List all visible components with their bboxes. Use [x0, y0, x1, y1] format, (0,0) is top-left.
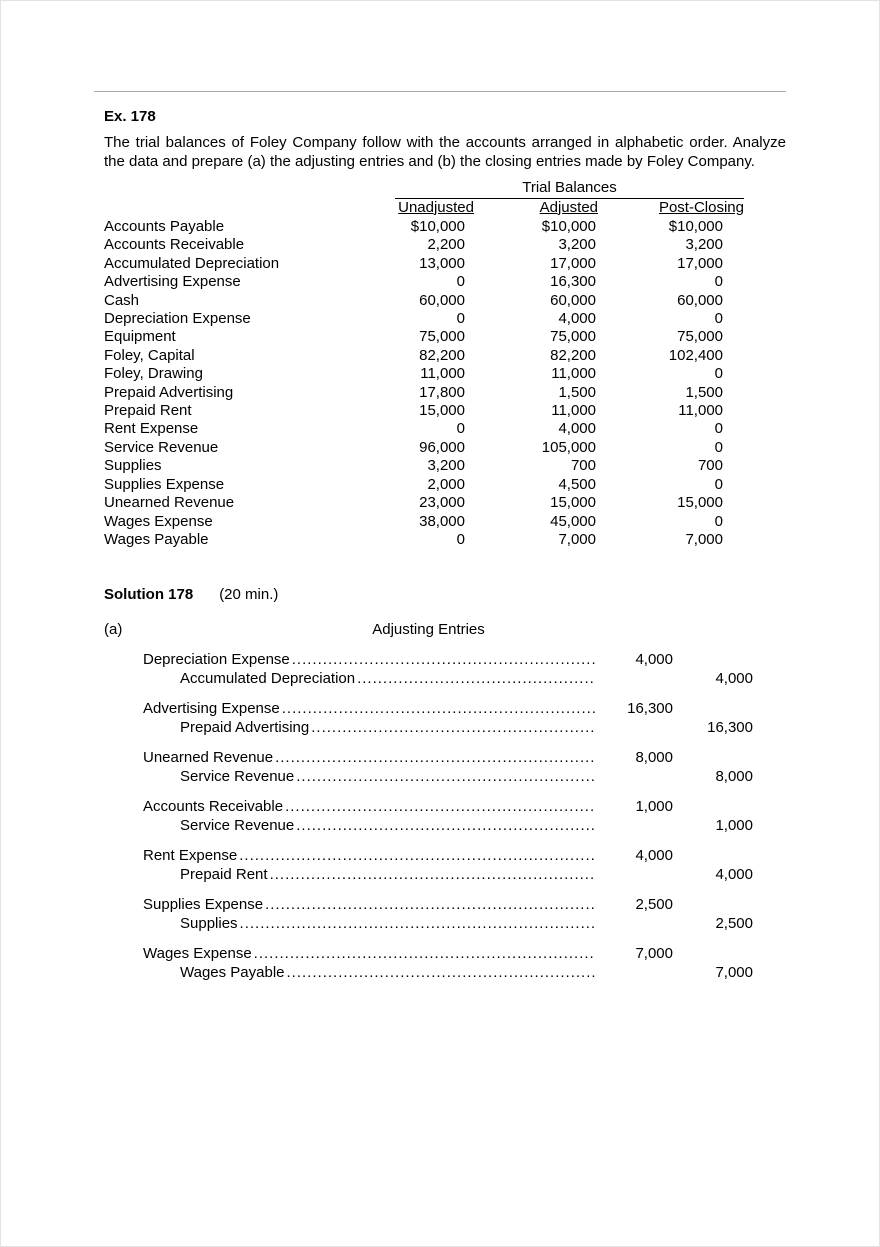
debit-amount: 2,500 — [635, 896, 673, 914]
table-row — [104, 476, 744, 494]
debit-amount: 7,000 — [635, 945, 673, 963]
journal-line-debit — [104, 895, 753, 914]
table-row — [104, 365, 744, 383]
account-name: Supplies Expense — [104, 475, 225, 493]
credit-amount: 16,300 — [707, 719, 753, 737]
dot-leader — [296, 816, 595, 835]
journal-line-debit — [104, 846, 753, 865]
credit-amount: 7,000 — [715, 964, 753, 982]
amount-post-closing: 11,000 — [678, 402, 723, 420]
journal-line-credit — [104, 865, 753, 884]
amount-adjusted: 60,000 — [550, 291, 596, 309]
dot-leader — [282, 699, 595, 718]
amount-post-closing: 700 — [697, 457, 723, 475]
part-a-row — [104, 620, 753, 639]
table-row — [104, 513, 744, 531]
amount-unadjusted: 0 — [456, 310, 465, 328]
debit-amount: 4,000 — [635, 651, 673, 669]
credit-amount: 8,000 — [715, 768, 753, 786]
amount-post-closing: 0 — [714, 310, 723, 328]
account-name: Rent Expense — [104, 420, 199, 438]
dot-leader — [254, 944, 595, 963]
dot-leader — [270, 865, 595, 884]
table-row — [104, 255, 744, 273]
amount-adjusted: 700 — [570, 457, 596, 475]
amount-unadjusted: 38,000 — [419, 512, 465, 530]
account-name: Prepaid Rent — [180, 866, 268, 884]
journal-line-debit — [104, 797, 753, 816]
amount-adjusted: $10,000 — [541, 218, 596, 235]
account-name: Prepaid Rent — [104, 402, 192, 420]
column-header-label: Adjusted — [539, 198, 598, 216]
account-name: Accumulated Depreciation — [104, 254, 280, 272]
amount-post-closing: 0 — [714, 512, 723, 530]
amount-unadjusted: 2,000 — [427, 475, 465, 493]
amount-post-closing: 0 — [714, 273, 723, 291]
journal-entry — [104, 846, 753, 884]
amount-post-closing: 0 — [714, 475, 723, 493]
account-name: Depreciation Expense — [104, 310, 251, 328]
journal-line-debit — [104, 748, 753, 767]
amount-adjusted: 1,500 — [558, 383, 596, 401]
table-row — [104, 402, 744, 420]
header-spacer-cell — [104, 198, 395, 218]
account-name: Accounts Receivable — [104, 236, 245, 254]
debit-amount: 8,000 — [635, 749, 673, 767]
debit-amount: 16,300 — [627, 700, 673, 718]
account-name: Wages Payable — [180, 964, 285, 982]
journal-entry — [104, 797, 753, 835]
table-row — [104, 347, 744, 365]
amount-unadjusted: 23,000 — [419, 494, 465, 512]
adjusting-entries-list — [104, 650, 753, 982]
journal-line-debit — [104, 650, 753, 669]
amount-adjusted: 3,200 — [558, 236, 596, 254]
amount-unadjusted: 11,000 — [420, 365, 465, 383]
account-name: Accumulated Depreciation — [180, 670, 356, 688]
table-row — [104, 384, 744, 402]
column-header-unadjusted — [395, 198, 474, 218]
amount-unadjusted: 0 — [456, 420, 465, 438]
column-header-label: Post-Closing — [658, 198, 744, 216]
account-name: Wages Expense — [104, 512, 213, 530]
journal-entry — [104, 748, 753, 786]
amount-post-closing: 1,500 — [685, 383, 723, 401]
amount-adjusted: 105,000 — [541, 438, 596, 456]
account-name: Equipment — [104, 328, 176, 346]
table-row — [104, 420, 744, 438]
exercise-intro: The trial balances of Foley Company follow with the accounts arranged in alphabetic order. Analyze the data and prepare (a) the adjusting entries and (b) the closing entries made by Foley Company. — [104, 134, 786, 170]
journal-entry — [104, 944, 753, 982]
account-name: Depreciation Expense — [143, 651, 290, 669]
account-name: Prepaid Advertising — [180, 719, 310, 737]
account-name: Prepaid Advertising — [104, 383, 234, 401]
dot-leader — [357, 669, 595, 688]
journal-entry — [104, 699, 753, 737]
journal-line-debit — [104, 699, 753, 718]
dot-leader — [296, 767, 595, 786]
account-name: Supplies Expense — [143, 896, 264, 914]
journal-line-credit — [104, 963, 753, 982]
account-name: Rent Expense — [143, 847, 238, 865]
adjusting-entries-title: Adjusting Entries — [372, 621, 485, 639]
amount-post-closing: 17,000 — [677, 254, 723, 272]
amount-unadjusted: 96,000 — [419, 438, 465, 456]
account-name: Unearned Revenue — [104, 494, 235, 512]
table-row — [104, 494, 744, 512]
account-name: Cash — [104, 291, 140, 309]
amount-unadjusted: 82,200 — [419, 346, 465, 364]
journal-entry — [104, 895, 753, 933]
column-header-label: Unadjusted — [398, 198, 474, 216]
part-label: (a) — [104, 621, 123, 639]
amount-post-closing: 3,200 — [685, 236, 723, 254]
journal-entry — [104, 650, 753, 688]
table-row — [104, 292, 744, 310]
dot-leader — [287, 963, 595, 982]
amount-adjusted: 4,000 — [558, 310, 596, 328]
credit-amount: 4,000 — [715, 866, 753, 884]
dot-leader — [240, 914, 595, 933]
credit-amount: 1,000 — [715, 817, 753, 835]
amount-unadjusted: 75,000 — [419, 328, 465, 346]
dot-leader — [275, 748, 595, 767]
amount-post-closing: 0 — [714, 420, 723, 438]
amount-adjusted: 7,000 — [558, 530, 596, 548]
trial-balance-header-row — [104, 198, 744, 218]
column-header-post-closing — [598, 198, 744, 218]
account-name: Advertising Expense — [143, 700, 280, 718]
table-row — [104, 218, 744, 236]
account-name: Accounts Receivable — [143, 798, 284, 816]
debit-amount: 4,000 — [635, 847, 673, 865]
title-spacer-cell — [104, 179, 395, 198]
account-name: Wages Payable — [104, 530, 209, 548]
amount-unadjusted: 15,000 — [419, 402, 465, 420]
solution-label: Solution 178 — [104, 586, 194, 604]
amount-post-closing: 102,400 — [668, 346, 723, 364]
credit-amount: 2,500 — [715, 915, 753, 933]
account-name: Service Revenue — [104, 438, 219, 456]
account-name: Service Revenue — [180, 817, 295, 835]
amount-adjusted: 11,000 — [551, 365, 596, 383]
account-name: Supplies — [180, 915, 238, 933]
journal-line-credit — [104, 669, 753, 688]
trial-balance-title-row — [104, 179, 744, 198]
journal-line-credit — [104, 767, 753, 786]
table-row — [104, 310, 744, 328]
dot-leader — [265, 895, 595, 914]
amount-adjusted: 45,000 — [550, 512, 596, 530]
amount-adjusted: 16,300 — [550, 273, 596, 291]
amount-unadjusted: 0 — [456, 273, 465, 291]
amount-adjusted: 11,000 — [551, 402, 596, 420]
amount-post-closing: 60,000 — [677, 291, 723, 309]
table-row — [104, 328, 744, 346]
table-row — [104, 439, 744, 457]
account-name: Service Revenue — [180, 768, 295, 786]
trial-balance-body — [104, 218, 744, 549]
journal-line-debit — [104, 944, 753, 963]
amount-adjusted: 4,000 — [558, 420, 596, 438]
dot-leader — [292, 650, 595, 669]
amount-unadjusted: 60,000 — [419, 291, 465, 309]
solution-duration: (20 min.) — [219, 586, 279, 604]
account-name: Foley, Capital — [104, 346, 195, 364]
table-row — [104, 236, 744, 254]
amount-unadjusted: $10,000 — [410, 218, 465, 235]
solution-heading — [104, 586, 786, 603]
account-name: Accounts Payable — [104, 218, 225, 235]
amount-unadjusted: 3,200 — [427, 457, 465, 475]
account-name: Supplies — [104, 457, 162, 475]
amount-post-closing: 0 — [714, 365, 723, 383]
dot-leader — [311, 718, 595, 737]
dot-leader — [239, 846, 595, 865]
top-divider — [94, 91, 786, 92]
amount-adjusted: 4,500 — [558, 475, 596, 493]
amount-post-closing: 15,000 — [677, 494, 723, 512]
table-row — [104, 457, 744, 475]
journal-line-credit — [104, 718, 753, 737]
amount-post-closing: 75,000 — [677, 328, 723, 346]
amount-adjusted: 82,200 — [550, 346, 596, 364]
amount-post-closing: $10,000 — [668, 218, 723, 235]
credit-amount: 4,000 — [715, 670, 753, 688]
amount-unadjusted: 2,200 — [427, 236, 465, 254]
amount-unadjusted: 17,800 — [419, 383, 465, 401]
journal-line-credit — [104, 914, 753, 933]
table-row — [104, 531, 744, 549]
exercise-label: Ex. 178 — [104, 108, 156, 125]
amount-adjusted: 17,000 — [550, 254, 596, 272]
amount-post-closing: 7,000 — [685, 530, 723, 548]
amount-adjusted: 15,000 — [550, 494, 596, 512]
column-header-adjusted — [474, 198, 598, 218]
table-row — [104, 273, 744, 291]
debit-amount: 1,000 — [635, 798, 673, 816]
trial-balances-title: Trial Balances — [395, 179, 744, 198]
amount-post-closing: 0 — [714, 438, 723, 456]
account-name: Unearned Revenue — [143, 749, 274, 767]
account-name: Advertising Expense — [104, 273, 241, 291]
amount-adjusted: 75,000 — [550, 328, 596, 346]
trial-balance-table — [104, 179, 744, 549]
dot-leader — [285, 797, 595, 816]
amount-unadjusted: 13,000 — [419, 254, 465, 272]
journal-line-credit — [104, 816, 753, 835]
account-name: Foley, Drawing — [104, 365, 203, 383]
account-name: Wages Expense — [143, 945, 252, 963]
amount-unadjusted: 0 — [456, 530, 465, 548]
